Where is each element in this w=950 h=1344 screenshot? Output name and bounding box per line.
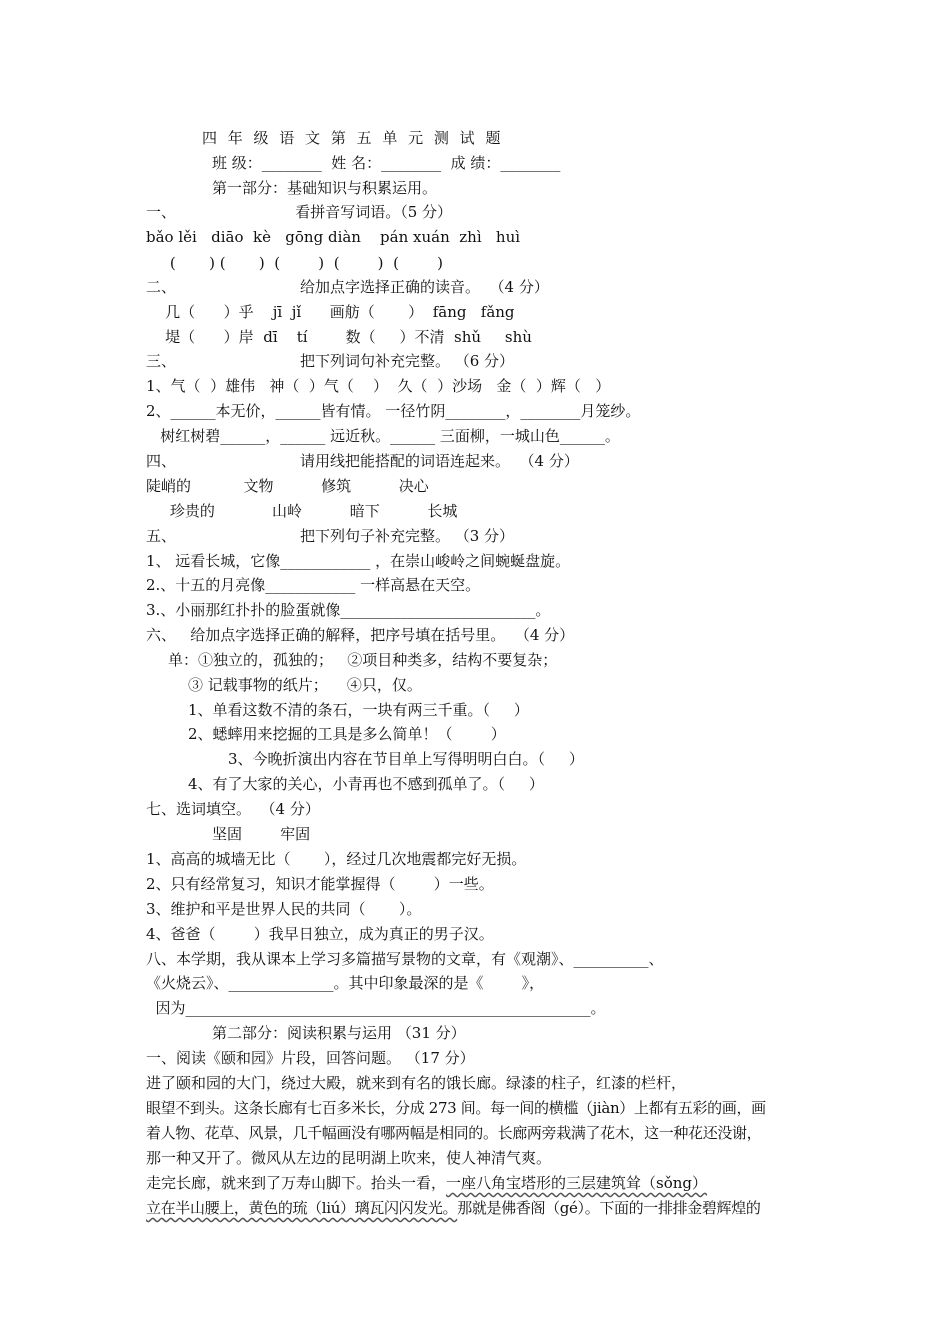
section7-word-choices: 坚固 牢固	[212, 825, 311, 843]
underlined-sentence: 立在半山腰上，黄色的琉（liú）璃瓦闪闪发光。	[146, 1199, 458, 1217]
section1-answer-brackets: ( ) ( ) ( ) ( ) ( )	[146, 254, 443, 272]
underlined-sentence: 一座八角宝塔形的三层建筑耸（sǒng）	[446, 1174, 708, 1192]
section5-line2: 2.、十五的月亮像____________ 一样高悬在天空。	[146, 576, 481, 594]
section3-heading: 三、 把下列词句补充完整。 （6 分）	[146, 352, 515, 370]
section8-line3: 因为______________________________________________________。	[146, 999, 606, 1017]
section6-question-4: 4、有了大家的关心，小青再也不感到孤单了。（ ）	[188, 775, 544, 793]
reading-paragraph-line-5	[146, 1174, 707, 1192]
section3-line1: 1、气（ ）雄伟 神（ ）气（ ） 久（ ）沙场 金（ ）辉（ ）	[146, 377, 611, 395]
reading-paragraph-line-2: 眼望不到头。这条长廊有七百多米长，分成 273 间。每一间的横槛（jiàn）上都有五彩的画，画	[146, 1099, 766, 1117]
section7-question-1: 1、高高的城墙无比（ ），经过几次地震都完好无损。	[146, 850, 527, 868]
reading-text: 那就是佛香阁（gé）。下面的一排排金碧辉煌的	[457, 1199, 761, 1217]
reading-paragraph-line-3: 着人物、花草、风景，几千幅画没有哪两幅是相同的。长廊两旁栽满了花木，这一种花还没谢，	[146, 1124, 762, 1142]
page-title: 四 年 级 语 文 第 五 单 元 测 试 题	[202, 129, 504, 147]
section7-question-4: 4、爸爸（ ）我早日独立，成为真正的男子汉。	[146, 925, 494, 943]
student-info-line: 班 级：________ 姓 名：________ 成 绩：________	[212, 154, 561, 172]
section2-line1: 几（ ）乎 jī jǐ 画舫（ ） fāng fǎng	[146, 303, 515, 321]
section7-question-3: 3、维护和平是世界人民的共同（ ）。	[146, 900, 422, 918]
section6-heading: 六、 给加点字选择正确的解释，把序号填在括号里。 （4 分）	[146, 626, 575, 644]
section3-line3: 树红树碧______，______ 远近秋。______ 三面柳，一城山色______。	[146, 427, 620, 445]
section6-question-1: 1、单看这数不清的条石，一块有两三千重。（ ）	[188, 701, 529, 719]
section4-line2: 珍贵的 山岭 暗下 长城	[146, 502, 458, 520]
part2-heading: 第二部分：阅读积累与运用 （31 分）	[212, 1024, 466, 1042]
section5-heading: 五、 把下列句子补充完整。 （3 分）	[146, 527, 515, 545]
section6-question-2: 2、蟋蟀用来挖掘的工具是多么简单！（ ）	[188, 725, 506, 743]
reading-paragraph-line-4: 那一种又开了。微风从左边的昆明湖上吹来，使人神清气爽。	[146, 1149, 552, 1167]
reading-paragraph-line-1: 进了颐和园的大门，绕过大殿，就来到有名的饿长廊。绿漆的柱子，红漆的栏杆，	[146, 1074, 687, 1092]
part1-heading: 第一部分：基础知识与积累运用。	[212, 179, 438, 197]
reading-paragraph-line-6	[146, 1199, 761, 1217]
section4-line1: 陡峭的 文物 修筑 决心	[146, 477, 429, 495]
section3-line2: 2、______本无价，______皆有情。 一径竹阴________，________月笼纱。	[146, 402, 641, 420]
section1-heading: 一、 看拼音写词语。（5 分）	[146, 203, 453, 221]
section6-question-3: 3、今晚折演出内容在节目单上写得明明白白。（ ）	[228, 750, 584, 768]
section7-heading: 七、选词填空。 （4 分）	[146, 800, 320, 818]
reading-heading: 一、阅读《颐和园》片段，回答问题。 （17 分）	[146, 1049, 475, 1067]
section7-question-2: 2、只有经常复习，知识才能掌握得（ ）一些。	[146, 875, 494, 893]
section8-line1: 八、本学期，我从课本上学习多篇描写景物的文章，有《观潮》、__________、	[146, 950, 664, 968]
section1-pinyin: bǎo lěi diāo kè gōng diàn pán xuán zhì huì	[146, 228, 521, 246]
reading-text: 走完长廊，就来到了万寿山脚下。抬头一看，	[146, 1174, 447, 1192]
section4-heading: 四、 请用线把能搭配的词语连起来。 （4 分）	[146, 452, 579, 470]
section5-line3: 3.、小丽那红扑扑的脸蛋就像__________________________。	[146, 601, 551, 619]
section2-heading: 二、 给加点字选择正确的读音。 （4 分）	[146, 278, 549, 296]
section2-line2: 堤（ ）岸 dī tí 数（ ）不清 shǔ shù	[146, 328, 532, 346]
section6-definition-1: 单：①独立的，孤独的； ②项目种类多，结构不要复杂；	[168, 651, 558, 669]
section8-line2: 《火烧云》、______________。其中印象最深的是《 》，	[146, 974, 545, 992]
section5-line1: 1、 远看长城，它像____________ ，在崇山峻岭之间蜿蜒盘旋。	[146, 552, 571, 570]
section6-definition-2: ③ 记载事物的纸片； ④只，仅。	[188, 676, 422, 694]
